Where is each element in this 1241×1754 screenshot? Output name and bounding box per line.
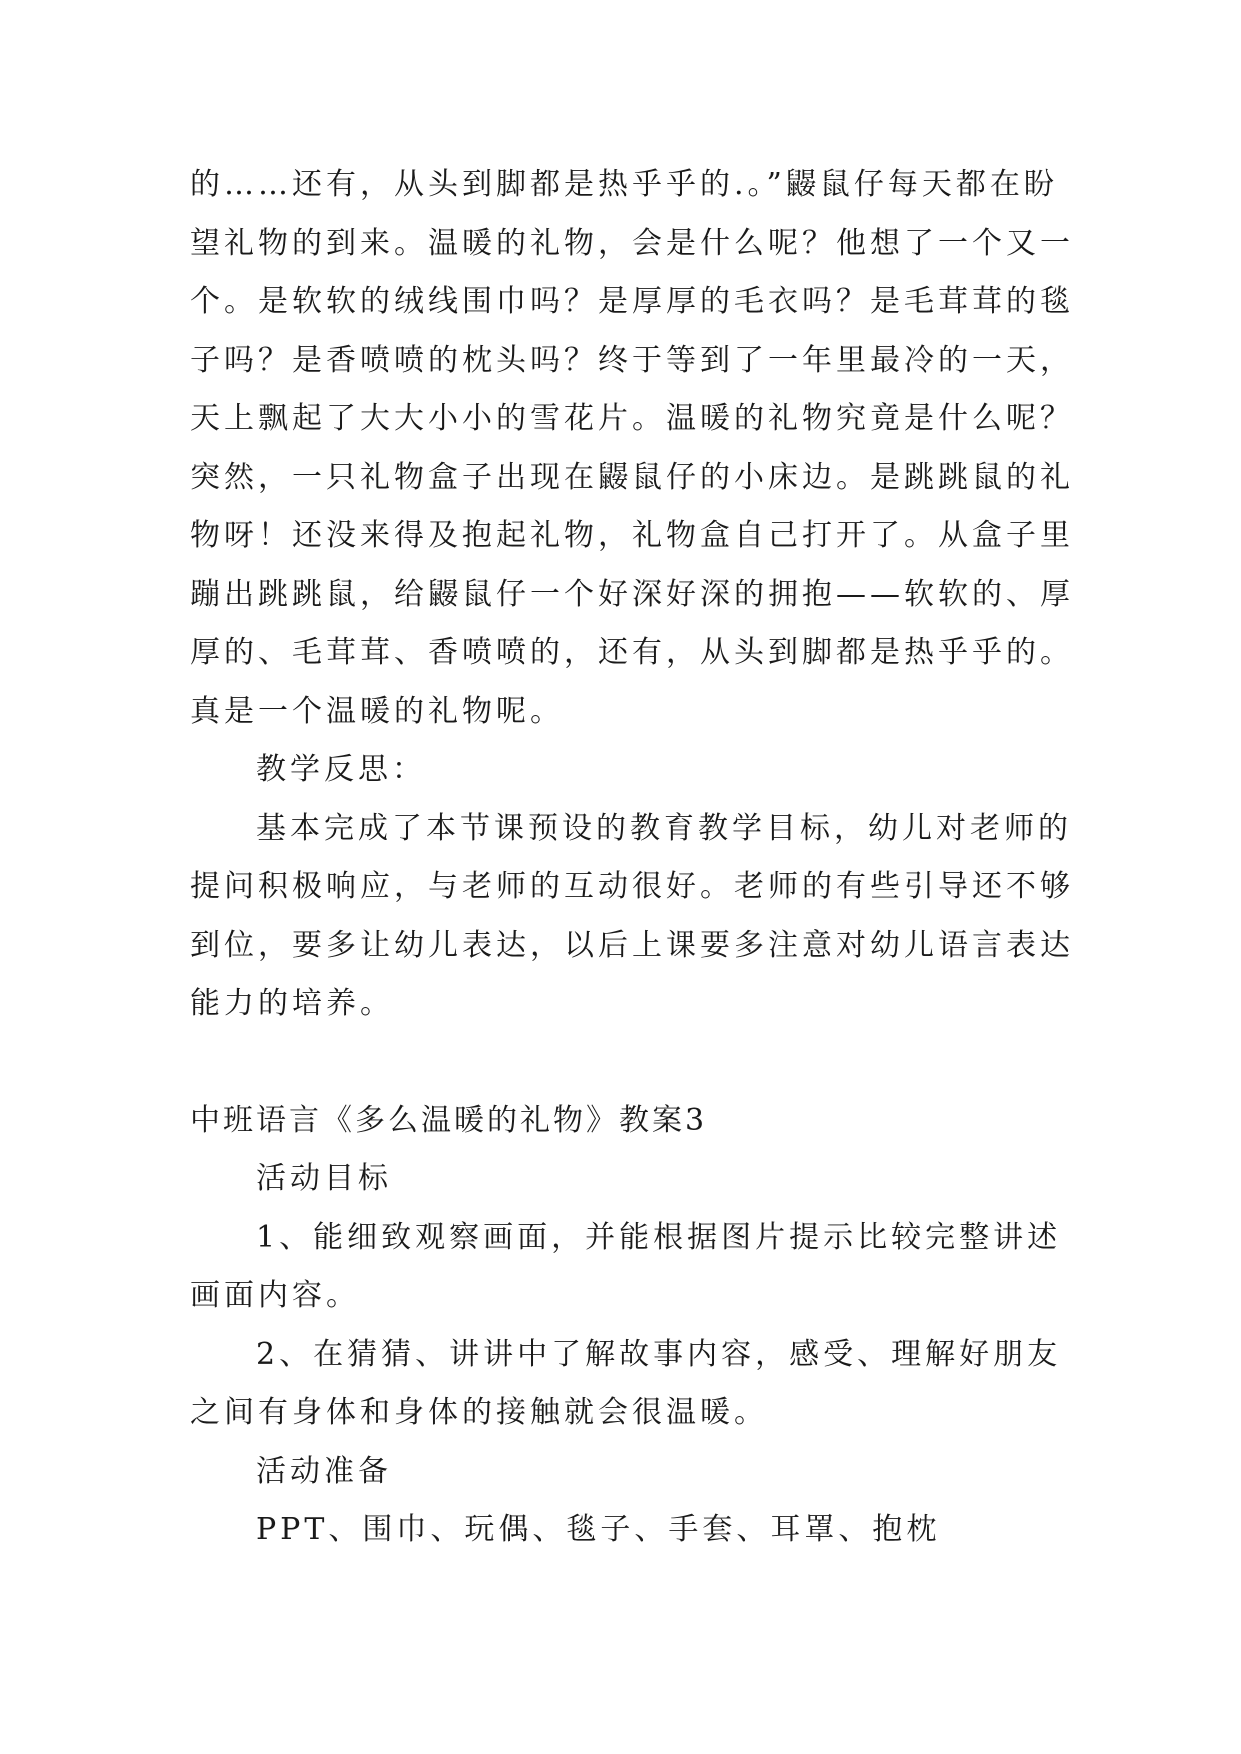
- reflection-line: 到位，要多让幼儿表达，以后上课要多注意对幼儿语言表达: [190, 927, 1074, 963]
- reflection-heading: 教学反思：: [256, 752, 426, 787]
- prep-items: PPT、围巾、玩偶、毯子、手套、耳罩、抱枕: [256, 1512, 941, 1547]
- goal-item-2: [190, 1326, 1080, 1443]
- document-body: [190, 156, 1080, 1560]
- story-line: 天上飘起了大大小小的雪花片。温暖的礼物究竟是什么呢？: [190, 401, 1074, 436]
- prep-heading: 活动准备: [256, 1453, 392, 1489]
- story-line: 厚的、毛茸茸、香喷喷的，还有，从头到脚都是热乎乎的。: [190, 635, 1074, 670]
- reflection-paragraph: [190, 800, 1080, 1034]
- section-gap: [190, 1034, 1080, 1092]
- story-paragraph: [190, 156, 1080, 741]
- story-line: 子吗？是香喷喷的枕头吗？终于等到了一年里最冷的一天，: [190, 342, 1074, 378]
- goal-line: 2、在猜猜、讲讲中了解故事内容，感受、理解好朋友: [256, 1336, 1062, 1372]
- reflection-line: 能力的培养。: [190, 986, 394, 1021]
- reflection-line: 基本完成了本节课预设的教育教学目标，幼儿对老师的: [256, 810, 1072, 846]
- story-line: 个。是软软的绒线围巾吗？是厚厚的毛衣吗？是毛茸茸的毯: [190, 284, 1074, 319]
- story-line: 真是一个温暖的礼物呢。: [190, 693, 564, 729]
- goal-line: 画面内容。: [190, 1278, 360, 1313]
- goal-item-1: [190, 1209, 1080, 1326]
- story-line: 物呀！还没来得及抱起礼物，礼物盒自己打开了。从盒子里: [190, 518, 1074, 553]
- story-line: 蹦出跳跳鼠，给鼹鼠仔一个好深好深的拥抱——软软的、厚: [190, 576, 1074, 612]
- goal-line: 1、能细致观察画面，并能根据图片提示比较完整讲述: [256, 1219, 1062, 1255]
- lesson-title: 中班语言《多么温暖的礼物》教案3: [190, 1102, 708, 1138]
- story-line: 突然，一只礼物盒子出现在鼹鼠仔的小床边。是跳跳鼠的礼: [190, 459, 1074, 495]
- goal-line: 之间有身体和身体的接触就会很温暖。: [190, 1395, 768, 1430]
- reflection-line: 提问积极响应，与老师的互动很好。老师的有些引导还不够: [190, 869, 1074, 904]
- story-line: 望礼物的到来。温暖的礼物，会是什么呢？他想了一个又一: [190, 225, 1074, 261]
- goals-heading: 活动目标: [256, 1161, 392, 1196]
- story-line: 的……还有，从头到脚都是热乎乎的.。”鼹鼠仔每天都在盼: [190, 167, 1058, 202]
